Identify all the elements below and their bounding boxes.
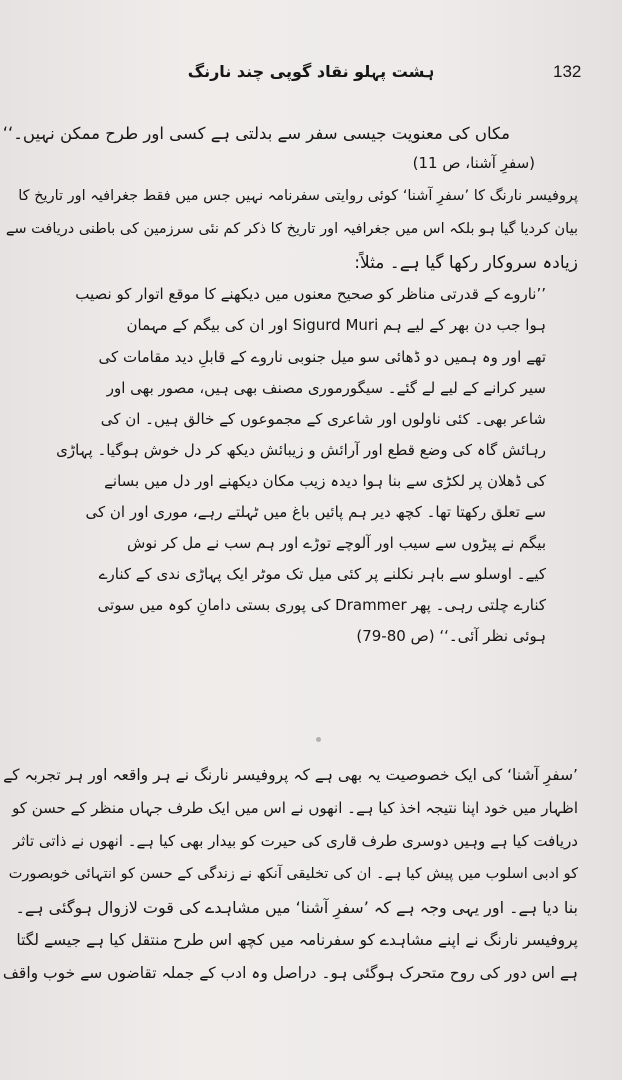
text-line: ’سفرِ آشنا‘ کی ایک خصوصیت یہ بھی ہے کہ پروفیسر نارنگ نے ہر واقعہ اور ہر تجربہ کے [3,766,578,784]
text-line: ہے اس دور کی روح متحرک ہوگئی ہو۔ دراصل وہ ادب کے جملہ تقاضوں سے خوب واقف [2,964,578,982]
text-line: مکاں کی معنویت جیسی سفر سے بدلتی ہے کسی اور طرح ممکن نہیں۔‘‘ [2,124,510,143]
quote-line: ’’ناروے کے قدرتی مناظر کو صحیح معنوں میں دیکھنے کا موقع اتوار کو نصیب [75,285,546,303]
quote-line: سے تعلق رکھتا تھا۔ کچھ دیر ہم پائیں باغ میں ٹہلتے رہے، موری اور ان کی [85,503,546,521]
text-line: زیادہ سروکار رکھا گیا ہے۔ مثلاً: [354,253,578,273]
quote-line: ہوا جب دن بھر کے لیے ہم Sigurd Muri اور ان کی بیگم کے مہمان [126,316,546,334]
text-line: اظہار میں خود اپنا نتیجہ اخذ کیا ہے۔ انھوں نے اس میں ایک طرف جہاں منظر کے حسن کو [12,799,578,817]
quote-line: رہائش گاہ کی وضع قطع اور آرائش و زیبائش دیکھ کر دل خوش ہوگیا۔ پہاڑی [56,441,546,459]
quote-line: ہوئی نظر آئی۔‘‘ (ص 80-79) [356,627,546,645]
page-number: 132 [553,62,582,81]
quote-line: کی ڈھلان پر لکڑی سے بنا ہوا دیدہ زیب مکان دیکھنے اور دل میں بسانے [104,472,546,490]
text-line: کو ادبی اسلوب میں پیش کیا ہے۔ ان کی تخلیقی آنکھ نے زندگی کے حسن کو انتہائی خوبصورت [8,866,578,882]
quote-line: شاعر بھی۔ کئی ناولوں اور شاعری کے مجموعوں کے خالق ہیں۔ ان کی [100,410,546,428]
text-line: پروفیسر نارنگ نے اپنے مشاہدے کو سفرنامہ میں کچھ اس طرح منتقل کیا ہے جیسے لگتا [16,931,578,949]
text-line: بیان کردیا گیا ہو بلکہ اس میں جغرافیہ اور تاریخ کا ذکر کم نئی سرزمین کی باطنی دریافت سے [5,221,578,237]
running-title: ہشت پہلو نقاد گوپی چند نارنگ [187,62,435,81]
quote-line: سیر کرانے کے لیے لے گئے۔ سیگورموری مصنف بھی ہیں، مصور بھی اور [106,379,546,397]
quote-line: بیگم نے پیڑوں سے سیب اور آلوچے توڑے اور ہم سب نے مل کر نوش [127,534,546,552]
quote-line: کنارے چلتی رہی۔ پھر Drammer کی پوری بستی دامانِ کوہ میں سوتی [97,596,546,614]
text-line: پروفیسر نارنگ کا ’سفرِ آشنا‘ کوئی روایتی سفرنامہ نہیں جس میں فقط جغرافیہ اور تاریخ کا [18,188,578,204]
quote-line: کیے۔ اوسلو سے باہر نکلنے پر کئی میل تک موٹر ایک پہاڑی ندی کے کنارے [98,565,546,583]
text-line: دریافت کیا ہے وہیں دوسری طرف قاری کی حیرت کو بیدار بھی کیا ہے۔ انھوں نے ذاتی تاثر [12,832,578,850]
quote-line: تھے اور وہ ہمیں دو ڈھائی سو میل جنوبی ناروے کے قابلِ دید مقامات کی [98,348,546,366]
citation: (سفرِ آشنا، ص 11) [412,154,535,172]
text-line: بنا دیا ہے۔ اور یہی وجہ ہے کہ ’سفرِ آشنا‘ میں مشاہدے کی قوت لازوال ہوگئی ہے۔ [15,898,578,917]
ink-speck [316,737,321,742]
